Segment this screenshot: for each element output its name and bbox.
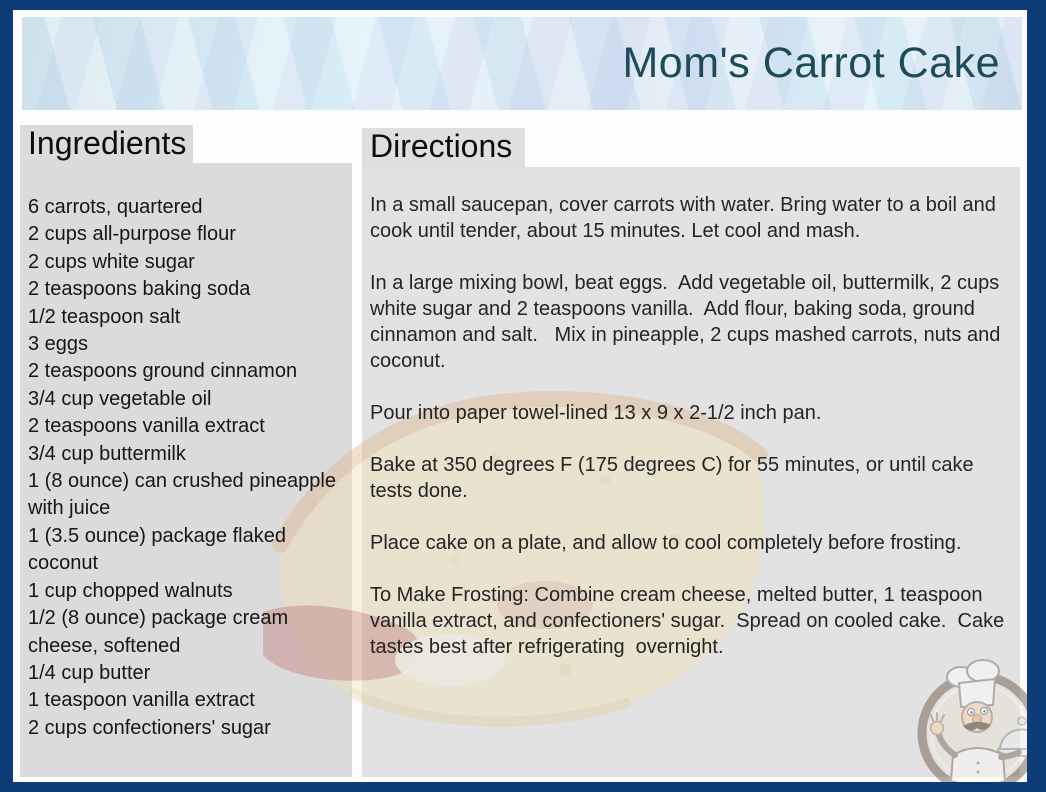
ingredient-item: 3/4 cup vegetable oil	[28, 387, 212, 410]
ingredient-item: 6 carrots, quartered	[28, 196, 203, 218]
ingredient-item: 2 cups confectioners' sugar	[28, 716, 271, 739]
ingredient-item: 1/2 teaspoon salt	[28, 305, 181, 328]
ingredient-item: 1 cup chopped walnuts	[28, 579, 233, 602]
direction-step: In a small saucepan, cover carrots with water. Bring water to a boil and cook until tender, about 15 minutes. Let cool and mash.	[370, 194, 1002, 242]
direction-step: In a large mixing bowl, beat eggs. Add vegetable oil, buttermilk, 2 cups white sugar and 2 teaspoons vanilla. Add flour, baking soda, ground cinnamon and salt. Mix in pineapple, 2 cups mashed carrots, nuts and coconut.	[370, 272, 1006, 372]
ingredients-heading: Ingredients	[28, 124, 187, 161]
direction-step: Pour into paper towel-lined 13 x 9 x 2-1/2 inch pan.	[370, 402, 822, 424]
ingredient-list	[28, 194, 348, 742]
ingredient-item: 2 teaspoons ground cinnamon	[28, 360, 298, 383]
ingredient-item: 3/4 cup buttermilk	[28, 442, 186, 465]
header-band	[22, 17, 1022, 110]
direction-step: Place cake on a plate, and allow to cool completely before frosting.	[370, 532, 962, 554]
ingredient-item: 1 (8 ounce) can crushed pineapple with juice	[28, 470, 336, 520]
ingredient-item: 2 cups all-purpose flour	[28, 223, 236, 246]
ingredient-item: 2 teaspoons baking soda	[28, 278, 251, 301]
ingredient-item: 1/2 (8 ounce) package cream cheese, softened	[28, 607, 289, 657]
directions-heading-box	[362, 128, 525, 167]
ingredient-item: 2 teaspoons vanilla extract	[28, 415, 265, 438]
directions-heading: Directions	[370, 128, 513, 164]
ingredients-list-container	[20, 163, 352, 742]
page-title: Mom's Carrot Cake	[622, 39, 1000, 87]
ingredient-item: 3 eggs	[28, 333, 89, 356]
ingredient-item: 2 cups white sugar	[28, 250, 195, 273]
ingredient-item: 1 teaspoon vanilla extract	[28, 689, 255, 712]
directions-container	[362, 167, 1020, 686]
ingredients-heading-box	[20, 125, 193, 163]
direction-step: To Make Frosting: Combine cream cheese, melted butter, 1 teaspoon vanilla extract, and confectioners' sugar. Spread on cooled cake. Cake tastes best after refrigerating overnight.	[370, 584, 1010, 658]
ingredient-item: 1/4 cup butter	[28, 661, 151, 684]
direction-step: Bake at 350 degrees F (175 degrees C) for 55 minutes, or until cake tests done.	[370, 454, 980, 502]
ingredient-item: 1 (3.5 ounce) package flaked coconut	[28, 524, 286, 575]
